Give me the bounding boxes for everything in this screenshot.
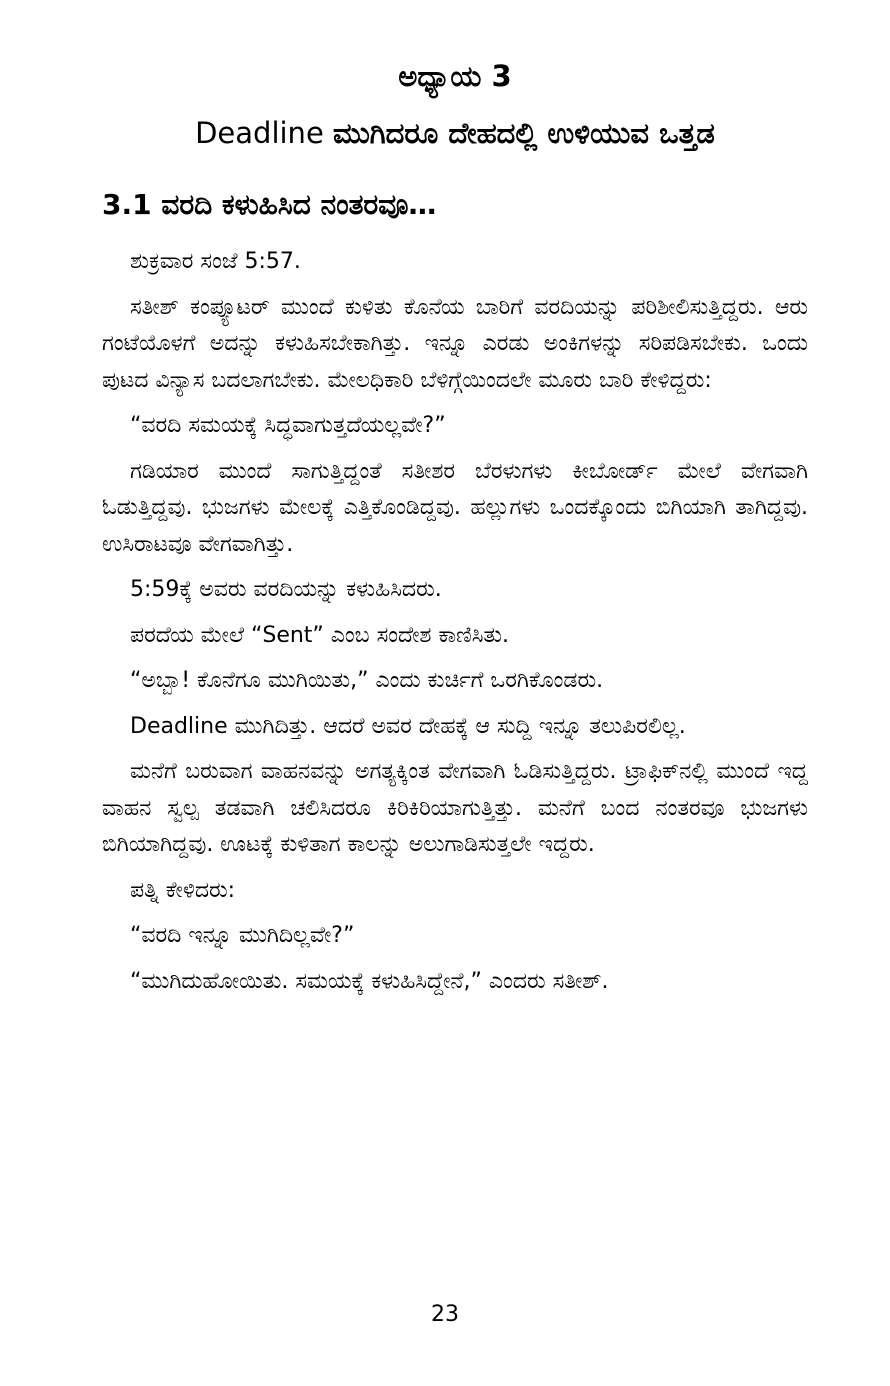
paragraph: ಮನೆಗೆ ಬರುವಾಗ ವಾಹನವನ್ನು ಅಗತ್ಯಕ್ಕಿಂತ ವೇಗವಾಗಿ ಓಡಿಸುತ್ತಿದ್ದರು. ಟ್ರಾಫಿಕ್‌ನಲ್ಲಿ ಮುಂದೆ ಇದ್ದ ವಾಹನ ಸ್ವಲ್ಪ ತಡವಾಗಿ ಚಲಿಸಿದರೂ ಕಿರಿಕಿರಿಯಾಗುತ್ತಿತ್ತು. ಮನೆಗೆ ಬಂದ ನಂತರವೂ ಭುಜಗಳು ಬಿಗಿಯಾಗಿದ್ದವು. ಊಟಕ್ಕೆ ಕುಳಿತಾಗ ಕಾಲನ್ನು ಅಲುಗಾಡಿಸುತ್ತಲೇ ಇದ್ದರು. <box>102 759 808 857</box>
paragraph: ಪರದೆಯ ಮೇಲೆ “Sent” ಎಂಬ ಸಂದೇಶ ಕಾಣಿಸಿತು. <box>130 622 510 648</box>
paragraph: ಸತೀಶ್ ಕಂಪ್ಯೂಟರ್ ಮುಂದೆ ಕುಳಿತು ಕೊನೆಯ ಬಾರಿಗೆ ವರದಿಯನ್ನು ಪರಿಶೀಲಿಸುತ್ತಿದ್ದರು. ಆರು ಗಂಟೆಯೊಳಗೆ ಅದನ್ನು ಕಳುಹಿಸಬೇಕಾಗಿತ್ತು. ಇನ್ನೂ ಎರಡು ಅಂಕಿಗಳನ್ನು ಸರಿಪಡಿಸಬೇಕು. ಒಂದು ಪುಟದ ವಿನ್ಯಾಸ ಬದಲಾಗಬೇಕು. ಮೇಲಧಿಕಾರಿ ಬೆಳಿಗ್ಗೆಯಿಂದಲೇ ಮೂರು ಬಾರಿ ಕೇಳಿದ್ದರು: <box>102 294 808 393</box>
paragraph: “ಮುಗಿದುಹೋಯಿತು. ಸಮಯಕ್ಕೆ ಕಳುಹಿಸಿದ್ದೇನೆ,” ಎಂದರು ಸತೀಶ್. <box>130 968 609 994</box>
paragraph: ಶುಕ್ರವಾರ ಸಂಜೆ 5:57. <box>130 249 301 274</box>
page-number: 23 <box>431 1302 459 1327</box>
chapter-title-latin: Deadline <box>195 116 324 150</box>
paragraph: “ವರದಿ ಸಮಯಕ್ಕೆ ಸಿದ್ಧವಾಗುತ್ತದೆಯಲ್ಲವೇ?” <box>130 413 446 438</box>
paragraph: Deadline ಮುಗಿದಿತ್ತು. ಆದರೆ ಅವರ ದೇಹಕ್ಕೆ ಆ ಸುದ್ದಿ ಇನ್ನೂ ತಲುಪಿರಲಿಲ್ಲ. <box>130 713 686 739</box>
paragraph: “ಅಬ್ಬಾ! ಕೊನೆಗೂ ಮುಗಿಯಿತು,” ಎಂದು ಕುರ್ಚಿಗೆ ಒರಗಿಕೊಂಡರು. <box>130 668 604 693</box>
paragraph: ಪತ್ನಿ ಕೇಳಿದರು: <box>130 877 236 903</box>
paragraph: ಗಡಿಯಾರ ಮುಂದೆ ಸಾಗುತ್ತಿದ್ದಂತೆ ಸತೀಶರ ಬೆರಳುಗಳು ಕೀಬೋರ್ಡ್ ಮೇಲೆ ವೇಗವಾಗಿ ಓಡುತ್ತಿದ್ದವು. ಭುಜಗಳು ಮೇಲಕ್ಕೆ ಎತ್ತಿಕೊಂಡಿದ್ದವು. ಹಲ್ಲುಗಳು ಒಂದಕ್ಕೊಂದು ಬಿಗಿಯಾಗಿ ತಾಗಿದ್ದವು. ಉಸಿರಾಟವೂ ವೇಗವಾಗಿತ್ತು. <box>102 458 808 557</box>
paragraph: 5:59ಕ್ಕೆ ಅವರು ವರದಿಯನ್ನು ಕಳುಹಿಸಿದರು. <box>130 577 442 602</box>
chapter-label: ಅಧ್ಯಾಯ 3 <box>398 59 512 93</box>
body-text <box>102 244 808 1000</box>
chapter-title <box>102 114 808 152</box>
section-title: 3.1 ವರದಿ ಕಳುಹಿಸಿದ ನಂತರವೂ… <box>102 188 437 221</box>
paragraph: “ವರದಿ ಇನ್ನೂ ಮುಗಿದಿಲ್ಲವೇ?” <box>130 923 355 948</box>
chapter-title-kannada: ಮುಗಿದರೂ ದೇಹದಲ್ಲಿ ಉಳಿಯುವ ಒತ್ತಡ <box>333 116 715 150</box>
